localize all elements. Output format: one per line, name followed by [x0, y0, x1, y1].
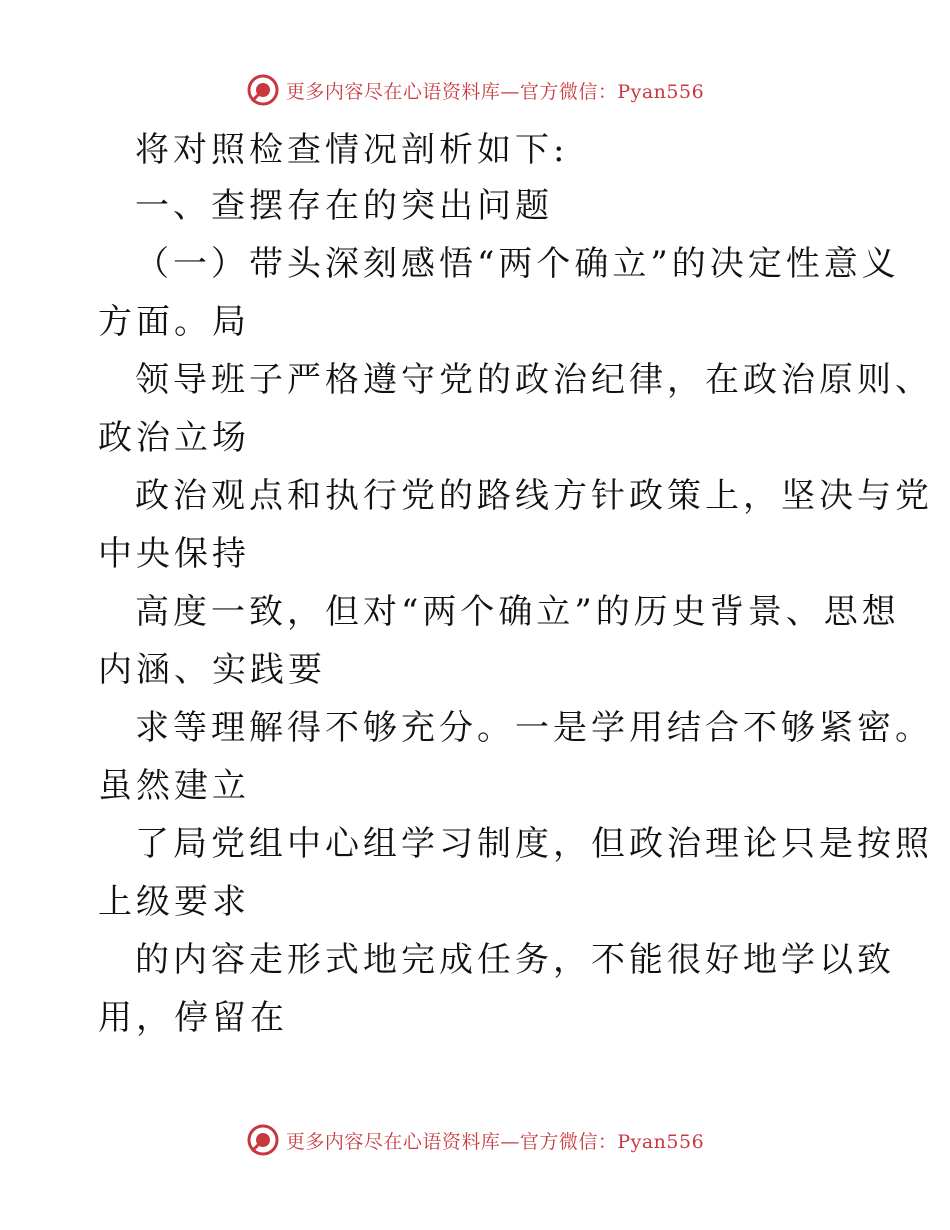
text-line: 内涵、实践要 — [98, 650, 326, 690]
brand-logo-icon — [246, 73, 280, 107]
text-line: 上级要求 — [98, 882, 250, 922]
text-line: 方面。局 — [98, 302, 250, 342]
text-line: （一）带头深刻感悟“两个确立”的决定性意义 — [135, 244, 900, 284]
footer-banner — [0, 1120, 950, 1160]
brand-logo-icon — [246, 1123, 280, 1157]
text-line: 将对照检查情况剖析如下: — [135, 130, 569, 170]
text-line: 领导班子严格遵守党的政治纪律，在政治原则、 — [135, 360, 933, 400]
footer-banner-text: 更多内容尽在心语资料库—官方微信：Pyan556 — [285, 1130, 705, 1153]
text-line: 的内容走形式地完成任务，不能很好地学以致 — [135, 940, 895, 980]
text-line: 用，停留在 — [98, 998, 288, 1038]
text-line: 政治观点和执行党的路线方针政策上，坚决与党 — [135, 476, 933, 516]
text-line: 中央保持 — [98, 534, 250, 574]
text-line: 虽然建立 — [98, 766, 250, 806]
header-banner-text: 更多内容尽在心语资料库—官方微信：Pyan556 — [285, 80, 705, 103]
text-line: 求等理解得不够充分。一是学用结合不够紧密。 — [135, 708, 933, 748]
header-banner — [0, 70, 950, 110]
text-line: 一、查摆存在的突出问题 — [135, 186, 553, 226]
text-line: 高度一致，但对“两个确立”的历史背景、思想 — [135, 592, 900, 632]
text-line: 了局党组中心组学习制度，但政治理论只是按照 — [135, 824, 933, 864]
text-line: 政治立场 — [98, 418, 250, 458]
